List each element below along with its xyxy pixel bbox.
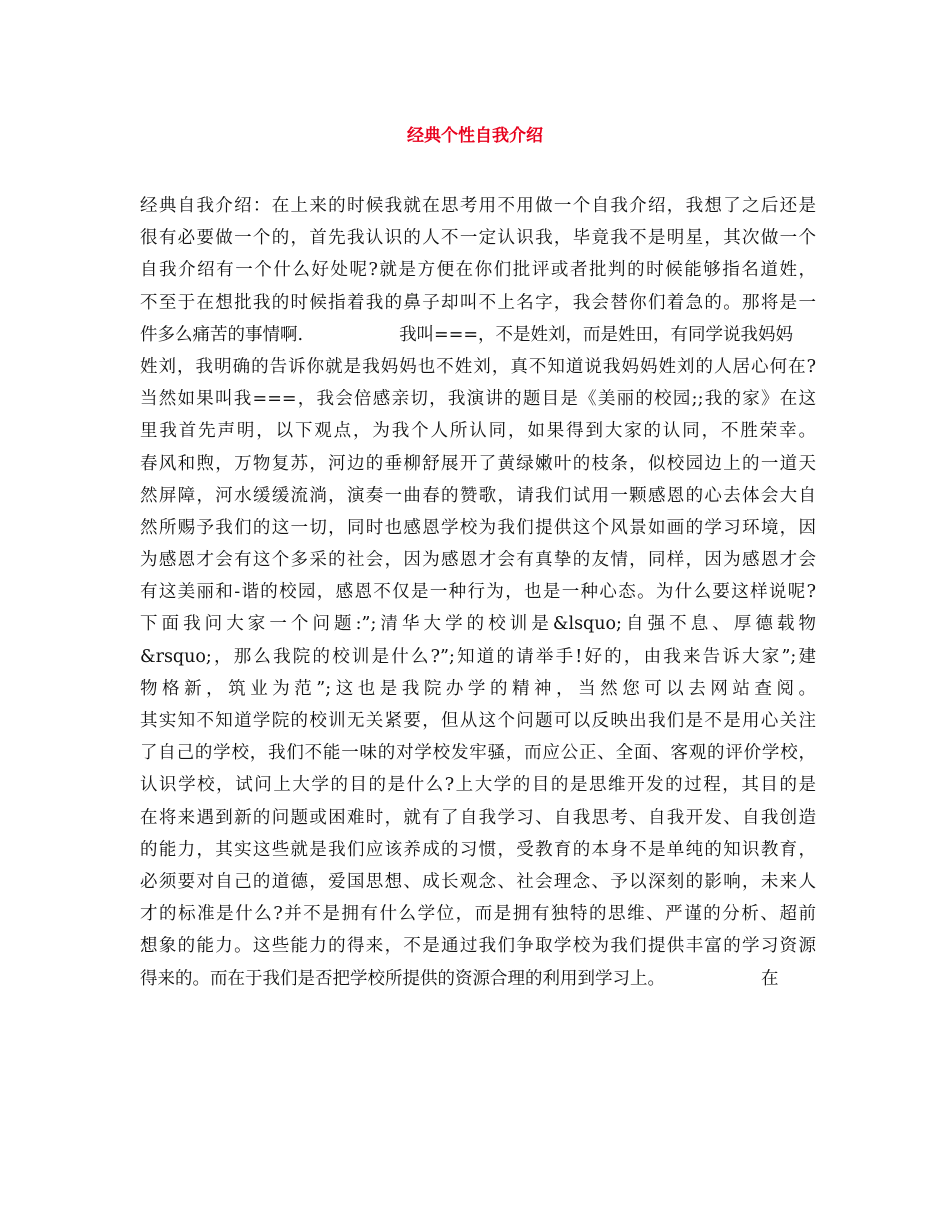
paragraph-line: 有这美丽和-谐的校园，感恩不仅是一种行为，也是一种心态。为什么要这样说呢? (140, 582, 816, 603)
paragraph-line: 了自己的学校，我们不能一味的对学校发牢骚，而应公正、全面、客观的评价学校， (140, 743, 816, 764)
paragraph-line: 必须要对自己的道德，爱国思想、成长观念、社会理念、予以深刻的影响，未来人 (140, 871, 816, 892)
document-title: 经典个性自我介绍 (407, 126, 543, 146)
paragraph-line: 下面我问大家一个问题:”;清华大学的校训是&lsquo;自强不息、厚德载物 (140, 614, 816, 635)
paragraph-line: 其实知不知道学院的校训无关紧要，但从这个问题可以反映出我们是不是用心关注 (140, 711, 816, 731)
paragraph-line: &rsquo;，那么我院的校训是什么?”;知道的请举手!好的，由我来告诉大家”;建 (140, 646, 816, 667)
paragraph-line: 在将来遇到新的问题或困难时，就有了自我学习、自我思考、自我开发、自我创造 (140, 807, 816, 828)
paragraph-line: 的能力，其实这些就是我们应该养成的习惯，受教育的本身不是单纯的知识教育， (140, 839, 816, 860)
paragraph-line: 当然如果叫我===，我会倍感亲切，我演讲的题目是《美丽的校园;;我的家》在这 (140, 389, 816, 410)
paragraph-line-mixed (140, 963, 816, 995)
paragraph-line-segment: 我叫===，不是姓刘，而是姓田，有同学说我妈妈 (399, 324, 794, 345)
paragraph-line: 物格新，筑业为范”;这也是我院办学的精神，当然您可以去网站查阅。 (140, 678, 816, 699)
paragraph-line: 经典自我介绍：在上来的时候我就在思考用不用做一个自我介绍，我想了之后还是 (140, 196, 816, 216)
paragraph-line: 才的标准是什么?并不是拥有什么学位，而是拥有独特的思维、严谨的分析、超前 (140, 904, 816, 925)
paragraph-line: 认识学校，试问上大学的目的是什么?上大学的目的是思维开发的过程，其目的是 (140, 775, 816, 796)
paragraph-line: 很有必要做一个的，首先我认识的人不一定认识我，毕竟我不是明星，其次做一个 (140, 228, 816, 249)
paragraph-line-mixed (140, 319, 816, 351)
paragraph-line: 不至于在想批我的时候指着我的鼻子却叫不上名字，我会替你们着急的。那将是一 (140, 292, 816, 313)
paragraph-line: 里我首先声明，以下观点，为我个人所认同，如果得到大家的认同，不胜荣幸。 (140, 421, 816, 442)
paragraph-line-segment: 得来的。而在于我们是否把学校所提供的资源合理的利用到学习上。 (140, 968, 665, 989)
paragraph-line: 想象的能力。这些能力的得来，不是通过我们争取学校为我们提供丰富的学习资源 (140, 936, 816, 957)
paragraph-line: 然屏障，河水缓缓流淌，演奏一曲春的赞歌，请我们试用一颗感恩的心去体会大自 (140, 485, 816, 506)
paragraph-line: 为感恩才会有这个多采的社会，因为感恩才会有真挚的友情，同样，因为感恩才会 (140, 550, 816, 571)
paragraph-line-segment: 在 (761, 968, 779, 989)
document-body (140, 190, 816, 995)
paragraph-line: 春风和煦，万物复苏，河边的垂柳舒展开了黄绿嫩叶的枝条，似校园边上的一道天 (140, 453, 816, 474)
paragraph-line: 然所赐予我们的这一切，同时也感恩学校为我们提供这个风景如画的学习环境，因 (140, 517, 816, 538)
paragraph-line-segment: 件多么痛苦的事情啊. (140, 324, 304, 345)
paragraph-line: 姓刘，我明确的告诉你就是我妈妈也不姓刘，真不知道说我妈妈姓刘的人居心何在? (140, 356, 816, 377)
paragraph-line: 自我介绍有一个什么好处呢?就是方便在你们批评或者批判的时候能够指名道姓， (140, 260, 816, 281)
